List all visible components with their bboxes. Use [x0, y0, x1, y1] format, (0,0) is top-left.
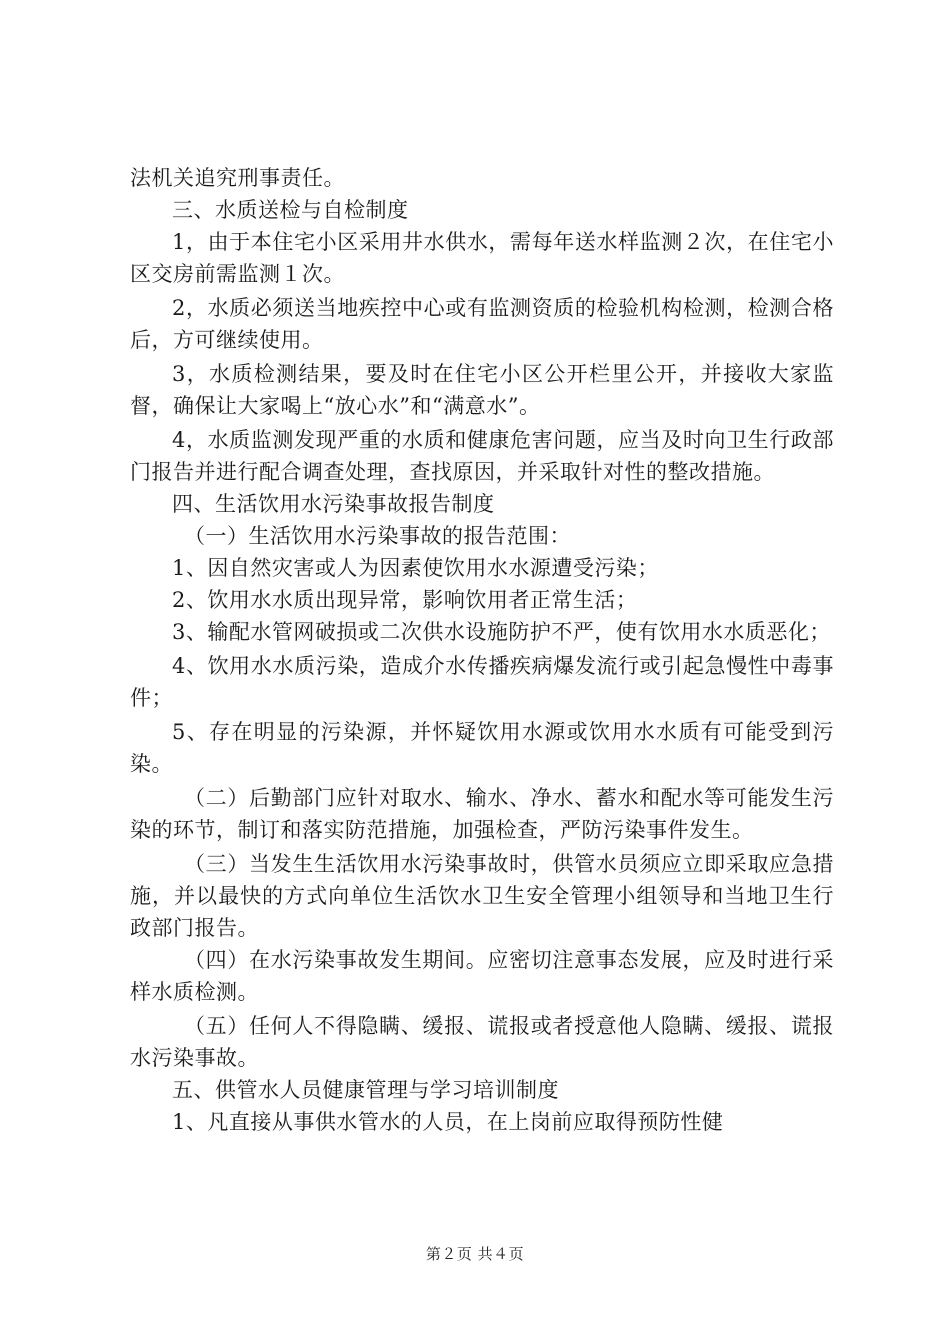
list-item-4-1-5: 5、存在明显的污染源，并怀疑饮用水源或饮用水水质有可能受到污染。 — [130, 720, 834, 776]
document-body — [130, 162, 834, 1138]
paragraph-4-4: （四）在水污染事故发生期间。应密切注意事态发展，应及时进行采样水质检测。 — [130, 948, 834, 1004]
section-heading-3: 三、水质送检与自检制度 — [172, 198, 409, 222]
list-item-4-1-3: 3、输配水管网破损或二次供水设施防护不严，使有饮用水水质恶化； — [172, 620, 831, 644]
list-item-4-1-2: 2、饮用水水质出现异常，影响饮用者正常生活； — [172, 588, 638, 612]
section-heading-5: 五、供管水人员健康管理与学习培训制度 — [172, 1078, 559, 1102]
section-heading-4: 四、生活饮用水污染事故报告制度 — [172, 492, 495, 516]
page-number-footer: 第２页 共４页 — [425, 1245, 525, 1263]
paragraph-continuation: 法机关追究刑事责任。 — [130, 166, 345, 190]
list-item-4-1-1: 1、因自然灾害或人为因素使饮用水水源遭受污染； — [172, 556, 659, 580]
paragraph-5-1: 1、凡直接从事供水管水的人员，在上岗前应取得预防性健 — [172, 1110, 724, 1134]
paragraph-3-1: 1，由于本住宅小区采用井水供水，需每年送水样监测２次，在住宅小区交房前需监测１次。 — [130, 230, 834, 286]
paragraph-3-4: 4，水质监测发现严重的水质和健康危害问题，应当及时向卫生行政部门报告并进行配合调查处理，查找原因，并采取针对性的整改措施。 — [130, 428, 834, 484]
paragraph-4-3: （三）当发生生活饮用水污染事故时，供管水员须应立即采取应急措施，并以最快的方式向单位生活饮水卫生安全管理小组领导和当地卫生行政部门报告。 — [130, 852, 834, 940]
subsection-heading-4-1: （一）生活饮用水污染事故的报告范围： — [184, 524, 571, 548]
list-item-4-1-4: 4、饮用水水质污染，造成介水传播疾病爆发流行或引起急慢性中毒事件； — [130, 654, 834, 710]
paragraph-3-3: 3，水质检测结果，要及时在住宅小区公开栏里公开，并接收大家监督，确保让大家喝上“放心水”和“满意水”。 — [130, 362, 834, 418]
paragraph-3-2: 2，水质必须送当地疾控中心或有监测资质的检验机构检测，检测合格后，方可继续使用。 — [130, 296, 834, 352]
paragraph-4-5: （五）任何人不得隐瞒、缓报、谎报或者授意他人隐瞒、缓报、谎报水污染事故。 — [130, 1014, 834, 1070]
paragraph-4-2: （二）后勤部门应针对取水、输水、净水、蓄水和配水等可能发生污染的环节，制订和落实防范措施，加强检查，严防污染事件发生。 — [130, 786, 834, 842]
